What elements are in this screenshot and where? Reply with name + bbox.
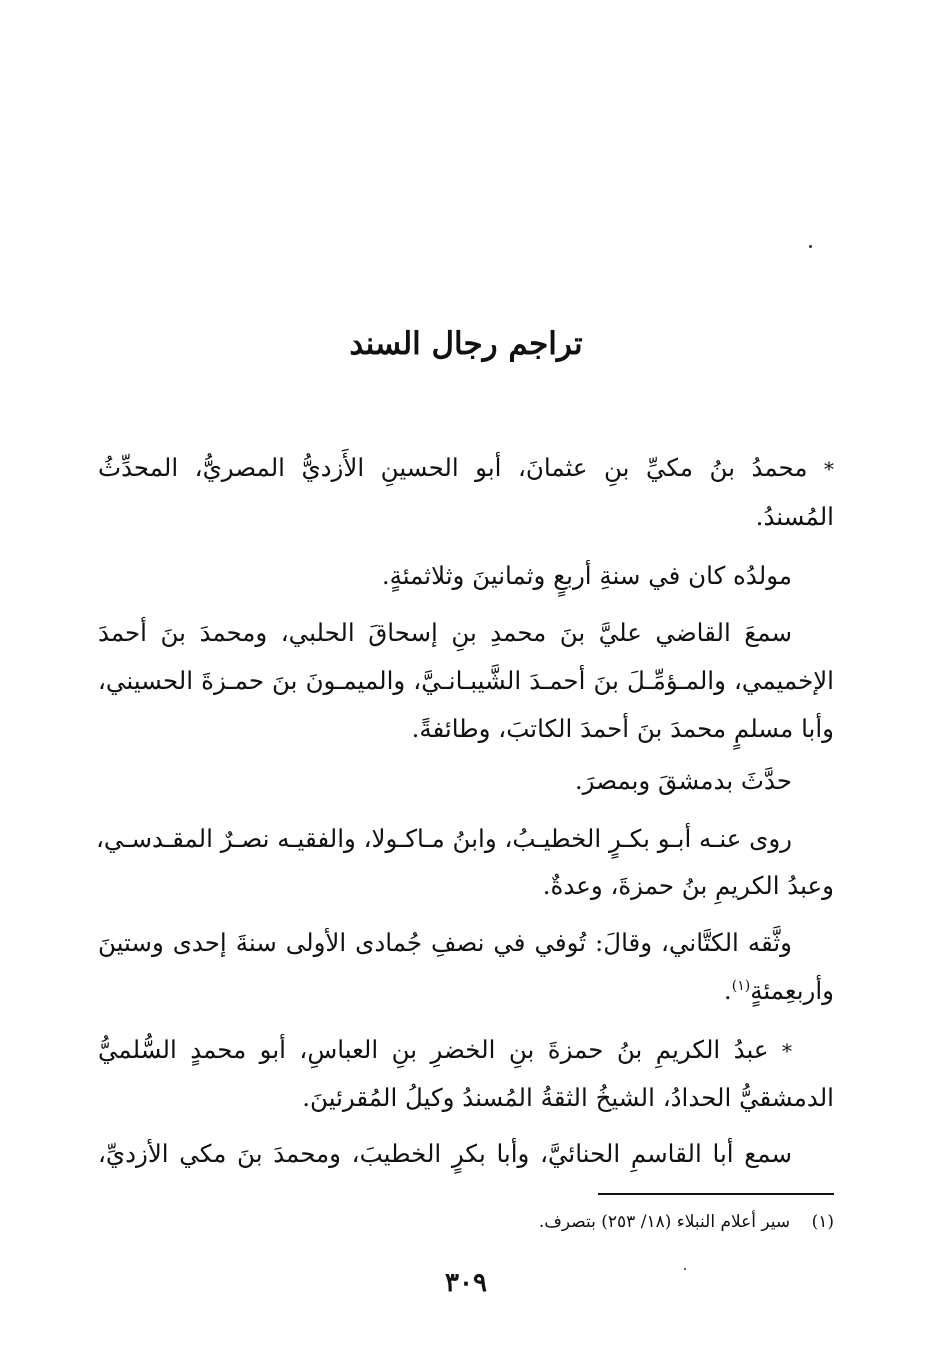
text-line xyxy=(98,761,792,801)
footnote-reference: (١) xyxy=(731,977,751,994)
page-number: ٣٠٩ xyxy=(445,1268,487,1298)
line-text: الإخميمي، والمـؤمِّـلَ بنَ أحمـدَ الشَّيبـانـيَّ، والميمـونَ بنَ حمـزةَ الحسيني، xyxy=(98,666,834,695)
text-line xyxy=(98,497,834,537)
footnote xyxy=(98,1208,834,1236)
text-line xyxy=(98,448,834,488)
line-text: سمعَ القاضي عليَّ بنَ محمدِ بنِ إسحاقَ الحلبي، ومحمدَ بنَ أحمدَ xyxy=(98,618,792,647)
line-text-end: . xyxy=(723,976,732,1005)
footnote-text: سير أعلام النبلاء (١٨/ ٢٥٣) بتصرف. xyxy=(538,1212,791,1232)
line-text: وأبا مسلمٍ محمدَ بنَ أحمدَ الكاتبَ، وطائفةً. xyxy=(411,714,834,743)
text-line xyxy=(98,1134,792,1174)
line-text: سمع أبا القاسمِ الحنائيَّ، وأبا بكرٍ الخطيبَ، ومحمدَ بنَ مكي الأزديِّ، xyxy=(98,1139,792,1168)
line-text: المُسندُ. xyxy=(755,502,834,531)
entry-star-marker: * xyxy=(824,457,835,481)
line-text: وعبدُ الكريمِ بنُ حمزةَ، وعدةٌ. xyxy=(542,871,834,900)
line-text: محمدُ بنُ مكيِّ بنِ عثمانَ، أبو الحسينِ الأَزديُّ المصريُّ، المحدِّثُ xyxy=(98,453,808,482)
text-line xyxy=(98,923,792,963)
line-text: وأربعِمئةٍ xyxy=(750,976,834,1005)
text-line xyxy=(98,709,834,749)
text-line xyxy=(98,1030,792,1070)
line-text: روى عنـه أبـو بكـرٍ الخطيـبُ، وابنُ مـاكـولا، والفقيـه نصـرٌ المقـدسـي، xyxy=(96,824,792,853)
text-line xyxy=(98,661,834,701)
line-text: مولدُه كان في سنةِ أربعٍ وثمانينَ وثلاثمئةٍ. xyxy=(381,561,792,590)
text-line xyxy=(98,971,834,1011)
section-title: تراجم رجال السند xyxy=(349,326,583,362)
ink-speck xyxy=(809,245,812,248)
footnote-separator xyxy=(598,1193,834,1195)
line-text: الدمشقيُّ الحدادُ، الشيخُ الثقةُ المُسندُ وكيلُ المُقرئينَ. xyxy=(302,1083,834,1112)
text-line xyxy=(98,866,834,906)
line-text: حدَّثَ بدمشقَ وبمصرَ. xyxy=(574,766,792,795)
entry-star-marker: * xyxy=(782,1039,792,1063)
text-line xyxy=(98,613,792,653)
text-line xyxy=(98,819,792,859)
footnote-number: (١) xyxy=(811,1212,834,1232)
text-line xyxy=(98,1078,834,1118)
line-text: عبدُ الكريمِ بنُ حمزةَ بنِ الخضرِ بنِ العباسِ، أبو محمدٍ السُّلميُّ xyxy=(98,1035,769,1064)
line-text: وثَّقه الكتَّاني، وقالَ: تُوفي في نصفِ جُمادى الأولى سنةَ إحدى وستينَ xyxy=(98,928,792,957)
text-line xyxy=(98,556,792,596)
